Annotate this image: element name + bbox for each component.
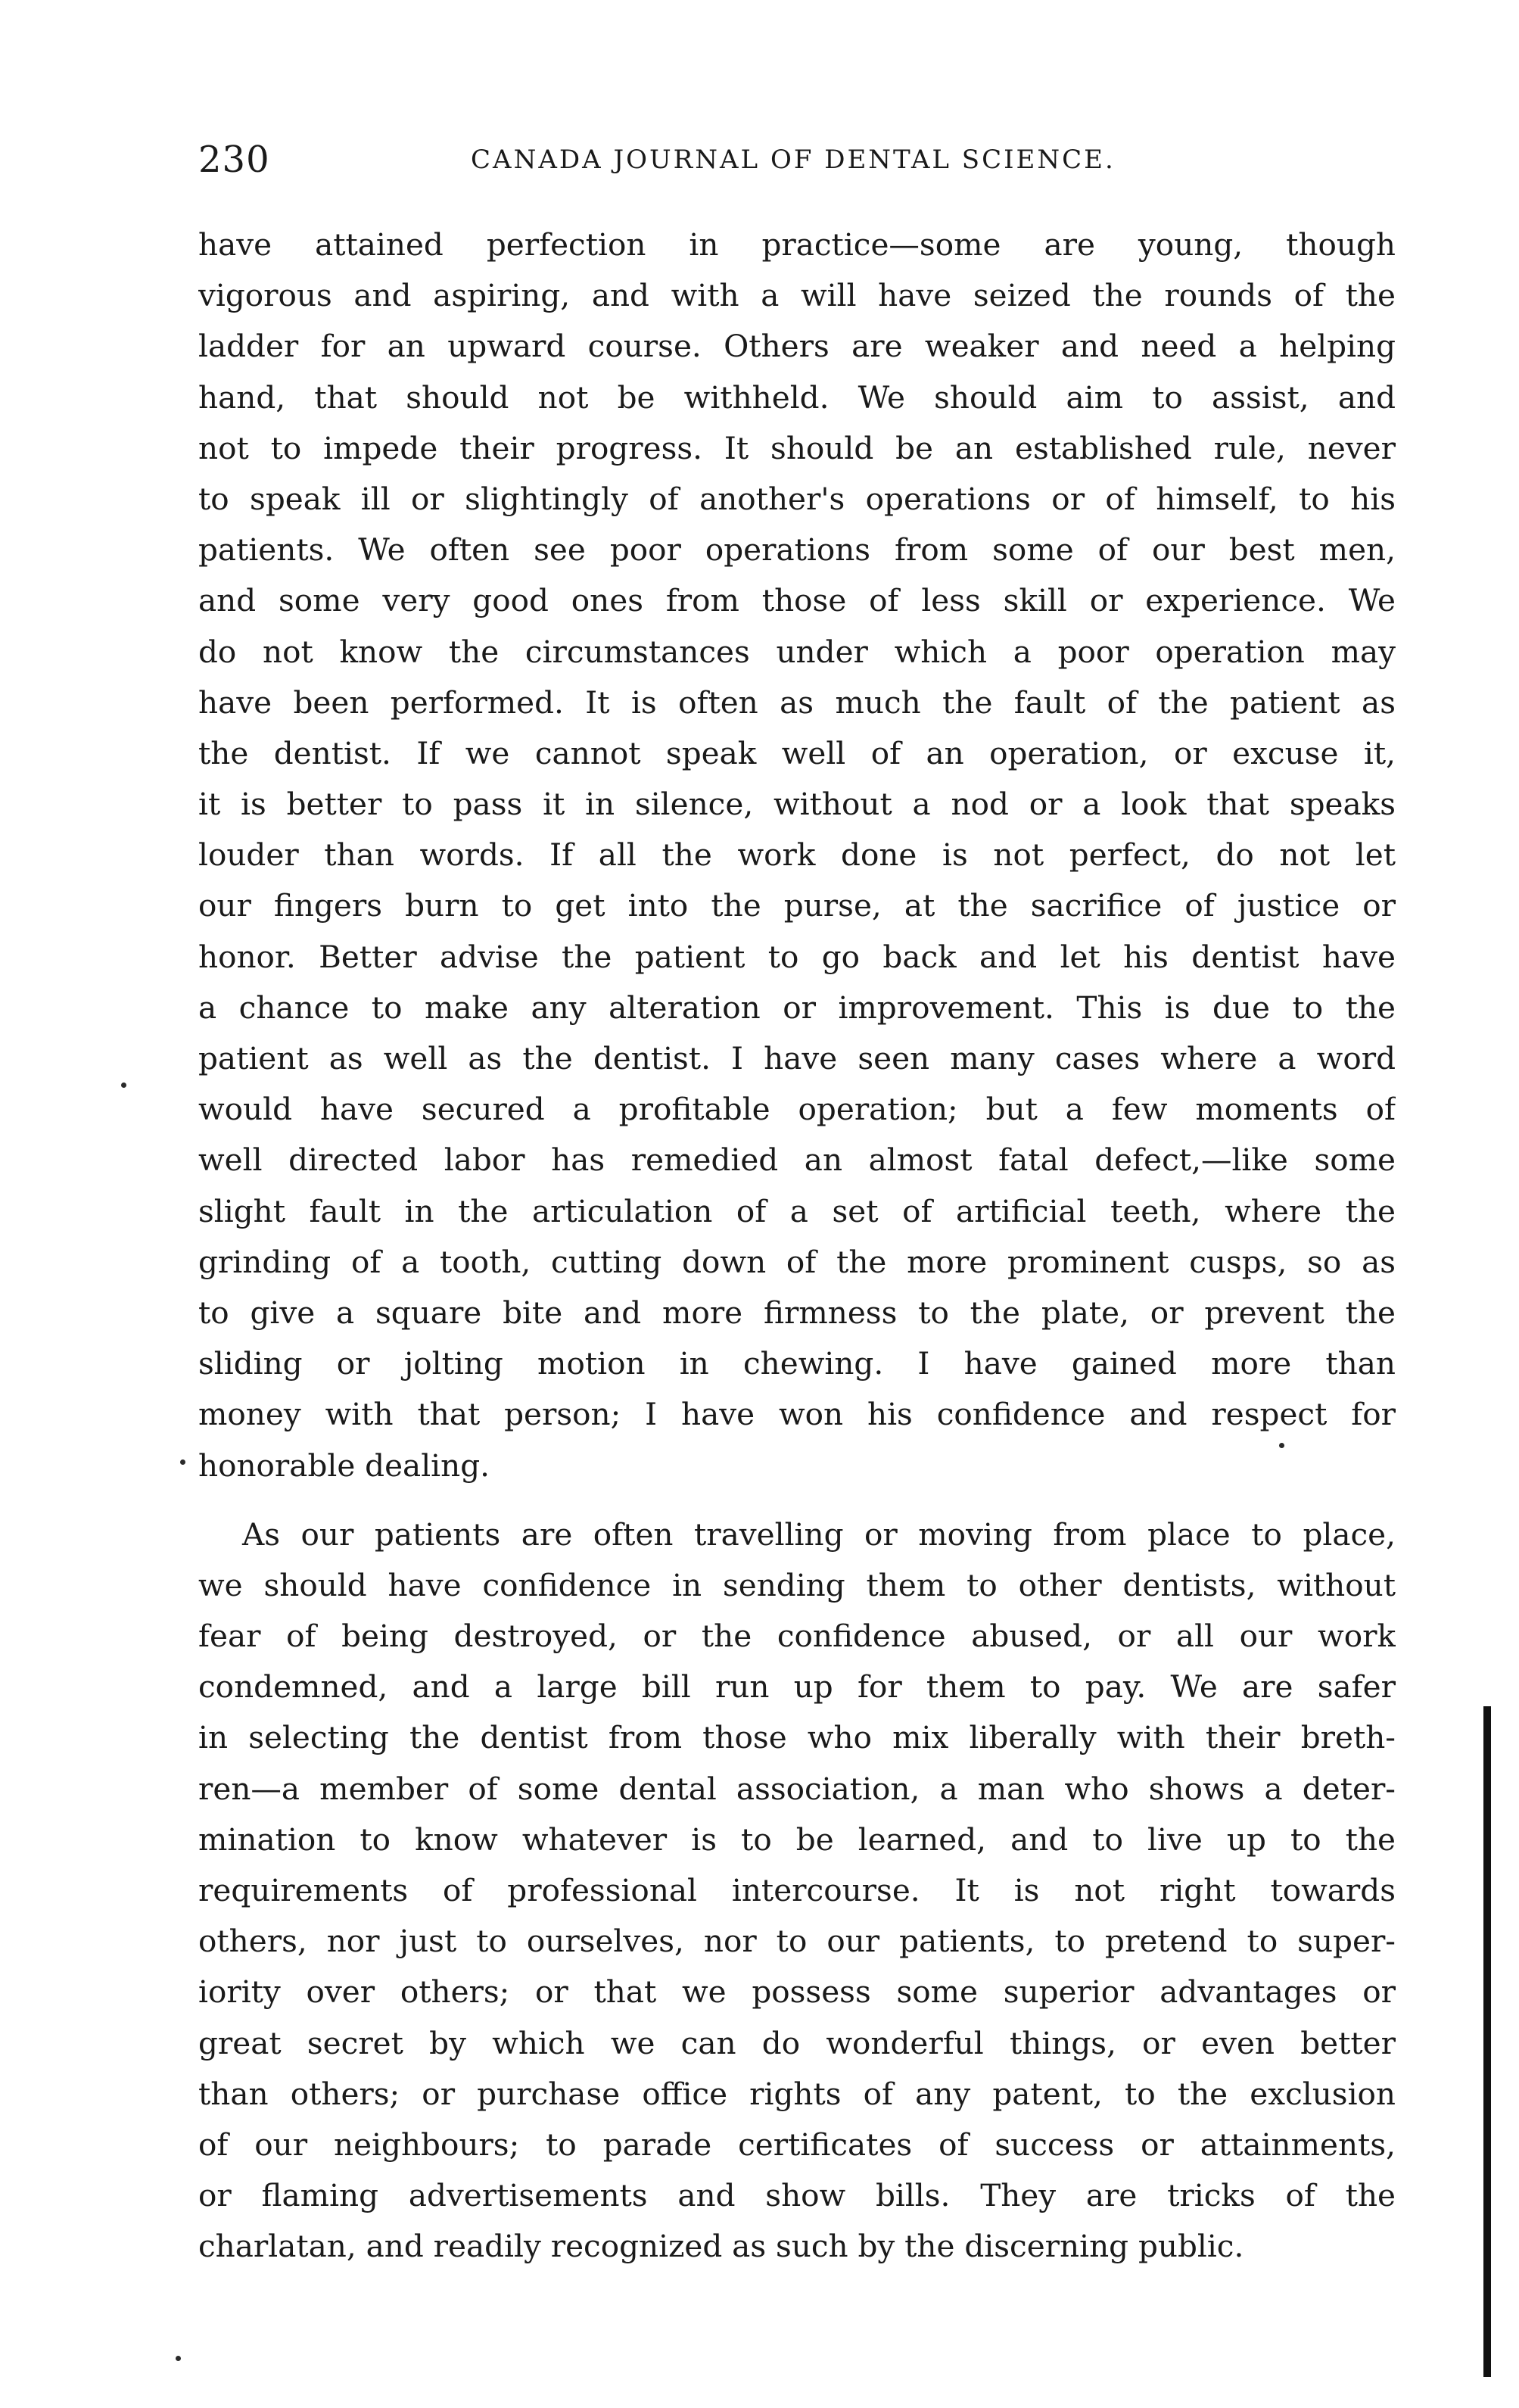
text-line: it is better to pass it in silence, without a nod or a look that speaks: [198, 786, 1396, 823]
text-line: the dentist. If we cannot speak well of an operation, or excuse it,: [198, 734, 1396, 771]
text-line: slight fault in the articulation of a set of artificial teeth, where the: [198, 1192, 1396, 1229]
text-line: iority over others; or that we possess some superior advantages or: [198, 1973, 1396, 2011]
text-line: to speak ill or slightingly of another's operations or of himself, to his: [198, 480, 1396, 517]
scan-speck: [121, 1083, 126, 1088]
text-line: of our neighbours; to parade certificates of success or attainments,: [198, 2126, 1396, 2163]
paragraph: [198, 1509, 1396, 2272]
text-line: would have secured a profitable operation; but a few moments of: [198, 1091, 1396, 1128]
scan-speck: [1279, 1443, 1284, 1448]
text-line: honorable dealing.: [198, 1447, 490, 1484]
text-line: patients. We often see poor operations from some of our best men,: [198, 531, 1396, 569]
text-line: have attained perfection in practice—some are young, though: [198, 226, 1396, 263]
text-line: hand, that should not be withheld. We should aim to assist, and: [198, 378, 1396, 416]
journal-title: CANADA JOURNAL OF DENTAL SCIENCE.: [471, 145, 1116, 175]
text-line: in selecting the dentist from those who mix liberally with their breth-: [198, 1719, 1396, 1756]
text-line: condemned, and a large bill run up for them to pay. We are safer: [198, 1668, 1396, 1706]
scan-speck: [176, 2356, 181, 2361]
text-line: ladder for an upward course. Others are weaker and need a helping: [198, 328, 1396, 365]
text-line: a chance to make any alteration or improvement. This is due to the: [198, 989, 1396, 1026]
text-line: not to impede their progress. It should be an established rule, never: [198, 429, 1396, 466]
text-line: our fingers burn to get into the purse, at the sacrifice of justice or: [198, 887, 1396, 924]
text-line: or flaming advertisements and show bills. They are tricks of the: [198, 2177, 1396, 2214]
text-line: than others; or purchase office rights of any patent, to the exclusion: [198, 2075, 1396, 2112]
text-line: fear of being destroyed, or the confidence abused, or all our work: [198, 1618, 1396, 1655]
text-line: great secret by which we can do wonderful things, or even better: [198, 2024, 1396, 2061]
text-line: well directed labor has remedied an almost fatal defect,—like some: [198, 1142, 1396, 1179]
text-line: louder than words. If all the work done is not perfect, do not let: [198, 836, 1396, 874]
text-line: charlatan, and readily recognized as such by the discerning public.: [198, 2228, 1244, 2265]
text-line: patient as well as the dentist. I have seen many cases where a word: [198, 1040, 1396, 1076]
text-line: sliding or jolting motion in chewing. I have gained more than: [198, 1345, 1396, 1382]
text-line: requirements of professional intercourse. It is not right towards: [198, 1872, 1396, 1908]
text-line: have been performed. It is often as much the fault of the patient as: [198, 684, 1396, 721]
paragraph: [198, 220, 1396, 1491]
margin-rule: [1483, 1706, 1491, 2377]
paragraph-gap: [198, 1491, 1396, 1509]
article-body: [198, 220, 1396, 2272]
text-line: and some very good ones from those of less skill or experience. We: [198, 582, 1396, 619]
text-line: honor. Better advise the patient to go back and let his dentist have: [198, 938, 1396, 975]
text-line: money with that person; I have won his confidence and respect for: [198, 1396, 1396, 1433]
paragraph-container: [198, 220, 1396, 2272]
text-line: ren—a member of some dental association, a man who shows a deter-: [198, 1770, 1396, 1807]
text-line: to give a square bite and more firmness to the plate, or prevent the: [198, 1294, 1396, 1331]
text-line: mination to know whatever is to be learned, and to live up to the: [198, 1821, 1396, 1858]
text-line: grinding of a tooth, cutting down of the more prominent cusps, so as: [198, 1243, 1396, 1280]
text-line: vigorous and aspiring, and with a will have seized the rounds of the: [198, 277, 1396, 314]
text-line: do not know the circumstances under which a poor operation may: [198, 633, 1396, 670]
page-number: 230: [198, 139, 270, 181]
text-line: others, nor just to ourselves, nor to our patients, to pretend to super-: [198, 1923, 1396, 1960]
text-line: we should have confidence in sending them to other dentists, without: [198, 1566, 1396, 1603]
text-line: As our patients are often travelling or moving from place to place,: [242, 1516, 1396, 1553]
running-head: [198, 133, 1396, 186]
scan-speck: [180, 1459, 185, 1465]
